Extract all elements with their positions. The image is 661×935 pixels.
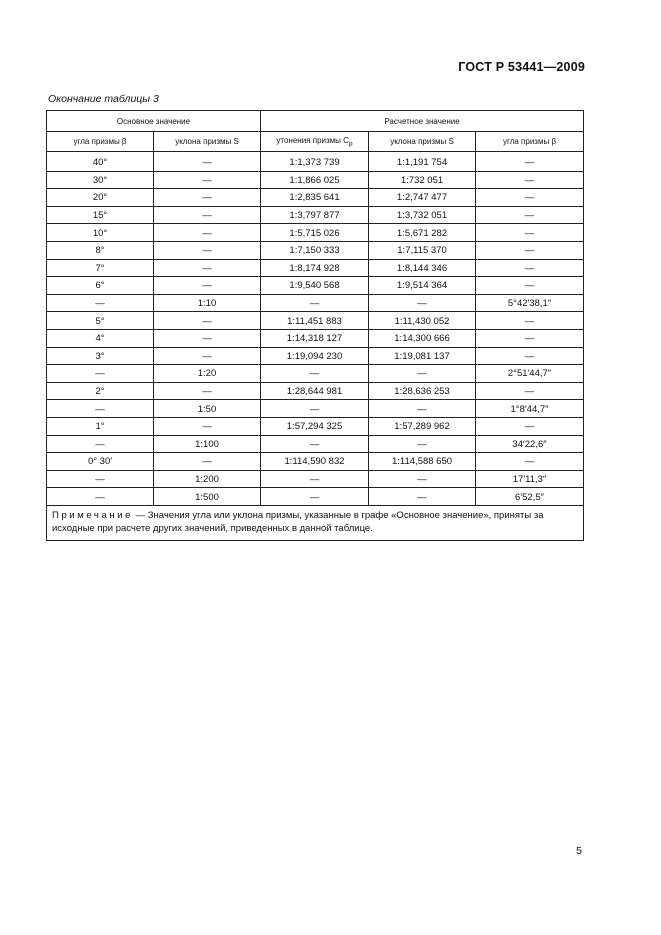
- table-cell: 15°: [47, 206, 154, 224]
- table-row: [47, 453, 584, 471]
- table-cell: 1:19,094 230: [261, 347, 369, 365]
- table-row: [47, 224, 584, 242]
- table-row: [47, 277, 584, 295]
- table-cell: 1°: [47, 417, 154, 435]
- table-cell: 1:5,671 282: [369, 224, 476, 242]
- table-cell: —: [369, 488, 476, 506]
- table-cell: 4°: [47, 329, 154, 347]
- table-cell: 1:14,300 666: [369, 329, 476, 347]
- table-row: [47, 470, 584, 488]
- table-cell: 30°: [47, 171, 154, 189]
- table-cell: —: [154, 453, 261, 471]
- col-header-prism-thinning: утонения призмы $C_p$: [261, 132, 369, 152]
- col-header-prism-slope: уклона призмы S: [154, 132, 261, 152]
- table-cell: —: [154, 277, 261, 295]
- table-cell: —: [47, 488, 154, 506]
- table-cell: 17′11,3″: [476, 470, 584, 488]
- table-cell: 10°: [47, 224, 154, 242]
- table-cell: —: [47, 470, 154, 488]
- table-cell: 1:28,644 981: [261, 382, 369, 400]
- group-header-base-value: Основное значение: [47, 111, 261, 132]
- table-cell: 5°: [47, 312, 154, 330]
- table-cell: —: [369, 470, 476, 488]
- table-cell: 1:7,150 333: [261, 241, 369, 259]
- table-cell: 1:2,747 477: [369, 189, 476, 207]
- table-cell: 1:1,373 739: [261, 152, 369, 172]
- table-row: [47, 329, 584, 347]
- table-cell: 1:9,540 568: [261, 277, 369, 295]
- page-number: 5: [576, 845, 582, 857]
- table-cell: —: [154, 417, 261, 435]
- table-cell: 1:1,866 025: [261, 171, 369, 189]
- table-cell: 1:1,191 754: [369, 152, 476, 172]
- table-caption: Окончание таблицы 3: [48, 93, 159, 105]
- table-cell: —: [154, 241, 261, 259]
- table-cell: 1:57,294 325: [261, 417, 369, 435]
- table-cell: —: [476, 206, 584, 224]
- table-cell: —: [47, 365, 154, 383]
- table-cell: —: [154, 347, 261, 365]
- table-row: [47, 171, 584, 189]
- table-cell: 34′22,6″: [476, 435, 584, 453]
- table-cell: —: [154, 224, 261, 242]
- table-row: [47, 294, 584, 312]
- document-designation: ГОСТ Р 53441—2009: [458, 60, 585, 74]
- table-cell: 1:28,636 253: [369, 382, 476, 400]
- table-cell: 3°: [47, 347, 154, 365]
- table-row: [47, 152, 584, 172]
- table-cell: —: [47, 400, 154, 418]
- table-cell: —: [47, 294, 154, 312]
- table-note: [47, 505, 584, 540]
- table-cell: 8°: [47, 241, 154, 259]
- table-cell: —: [154, 312, 261, 330]
- table-cell: —: [154, 171, 261, 189]
- table-cell: —: [476, 224, 584, 242]
- table-cell: —: [154, 329, 261, 347]
- col-header-calc-prism-slope: уклона призмы S: [369, 132, 476, 152]
- table-cell: 1:7,115 370: [369, 241, 476, 259]
- table-row: [47, 417, 584, 435]
- table-cell: 20°: [47, 189, 154, 207]
- table-cell: —: [261, 400, 369, 418]
- table-cell: 1:8,174 928: [261, 259, 369, 277]
- table-cell: 1:200: [154, 470, 261, 488]
- table-cell: —: [476, 312, 584, 330]
- table-cell: 1:50: [154, 400, 261, 418]
- table-row: [47, 400, 584, 418]
- subscript-p: p: [348, 140, 353, 148]
- table-cell: —: [476, 152, 584, 172]
- note-text: — Значения угла или уклона призмы, указанные в графе «Основное значение», приняты за исходные при расчете других значений, приведенных в данной таблице.: [52, 509, 544, 535]
- table-cell: 1:732 051: [369, 171, 476, 189]
- table-cell: 2°51′44,7″: [476, 365, 584, 383]
- table-cell: —: [476, 241, 584, 259]
- table-cell: —: [476, 277, 584, 295]
- table-body: [47, 152, 584, 506]
- table-row: [47, 365, 584, 383]
- table-cell: 7°: [47, 259, 154, 277]
- table-cell: 1°8′44,7″: [476, 400, 584, 418]
- table-cell: 1:3,797 877: [261, 206, 369, 224]
- table-cell: —: [154, 259, 261, 277]
- table-cell: 0° 30′: [47, 453, 154, 471]
- table-cell: —: [369, 365, 476, 383]
- table-cell: —: [476, 453, 584, 471]
- table-cell: 1:10: [154, 294, 261, 312]
- group-header-calculated-value: Расчетное значение: [261, 111, 584, 132]
- table-cell: 6°: [47, 277, 154, 295]
- table-cell: 1:100: [154, 435, 261, 453]
- table-row: [47, 312, 584, 330]
- table-cell: 1:114,588 650: [369, 453, 476, 471]
- table-cell: 1:14,318 127: [261, 329, 369, 347]
- table-row: [47, 259, 584, 277]
- table-row: [47, 241, 584, 259]
- table-row: [47, 382, 584, 400]
- table-cell: —: [369, 400, 476, 418]
- table-row: [47, 189, 584, 207]
- table-cell: 1:19,081 137: [369, 347, 476, 365]
- table-cell: 1:8,144 346: [369, 259, 476, 277]
- table-cell: 1:57,289 962: [369, 417, 476, 435]
- note-label: Примечание: [52, 509, 133, 521]
- table-cell: —: [261, 470, 369, 488]
- table-cell: 1:114,590 832: [261, 453, 369, 471]
- table-cell: 1:11,451 883: [261, 312, 369, 330]
- table-cell: 5°42′38,1″: [476, 294, 584, 312]
- table-cell: —: [154, 152, 261, 172]
- table-cell: —: [261, 488, 369, 506]
- table-cell: —: [154, 382, 261, 400]
- table-cell: —: [261, 294, 369, 312]
- table-row: [47, 347, 584, 365]
- table-cell: 2°: [47, 382, 154, 400]
- col-header-calc-prism-angle: угла призмы β: [476, 132, 584, 152]
- table-cell: —: [476, 171, 584, 189]
- table-cell: —: [261, 435, 369, 453]
- table-cell: 1:2,835 641: [261, 189, 369, 207]
- table-cell: —: [476, 382, 584, 400]
- table-cell: —: [261, 365, 369, 383]
- col-header-prism-angle: угла призмы β: [47, 132, 154, 152]
- table-cell: —: [369, 435, 476, 453]
- table-cell: —: [154, 189, 261, 207]
- table-cell: —: [476, 347, 584, 365]
- table-cell: —: [476, 259, 584, 277]
- table-cell: 6′52,5″: [476, 488, 584, 506]
- table-cell: —: [47, 435, 154, 453]
- table-row: [47, 488, 584, 506]
- table-cell: 40°: [47, 152, 154, 172]
- table-cell: —: [369, 294, 476, 312]
- table-row: [47, 435, 584, 453]
- table-cell: —: [476, 329, 584, 347]
- table-row: [47, 206, 584, 224]
- table-cell: —: [154, 206, 261, 224]
- table-cell: 1:500: [154, 488, 261, 506]
- table-cell: 1:20: [154, 365, 261, 383]
- table-cell: 1:11,430 052: [369, 312, 476, 330]
- table-cell: 1:3,732 051: [369, 206, 476, 224]
- table-cell: —: [476, 417, 584, 435]
- table-cell: 1:9,514 364: [369, 277, 476, 295]
- table-cell: —: [476, 189, 584, 207]
- table-cell: 1:5,715 026: [261, 224, 369, 242]
- prism-values-table: [46, 110, 584, 541]
